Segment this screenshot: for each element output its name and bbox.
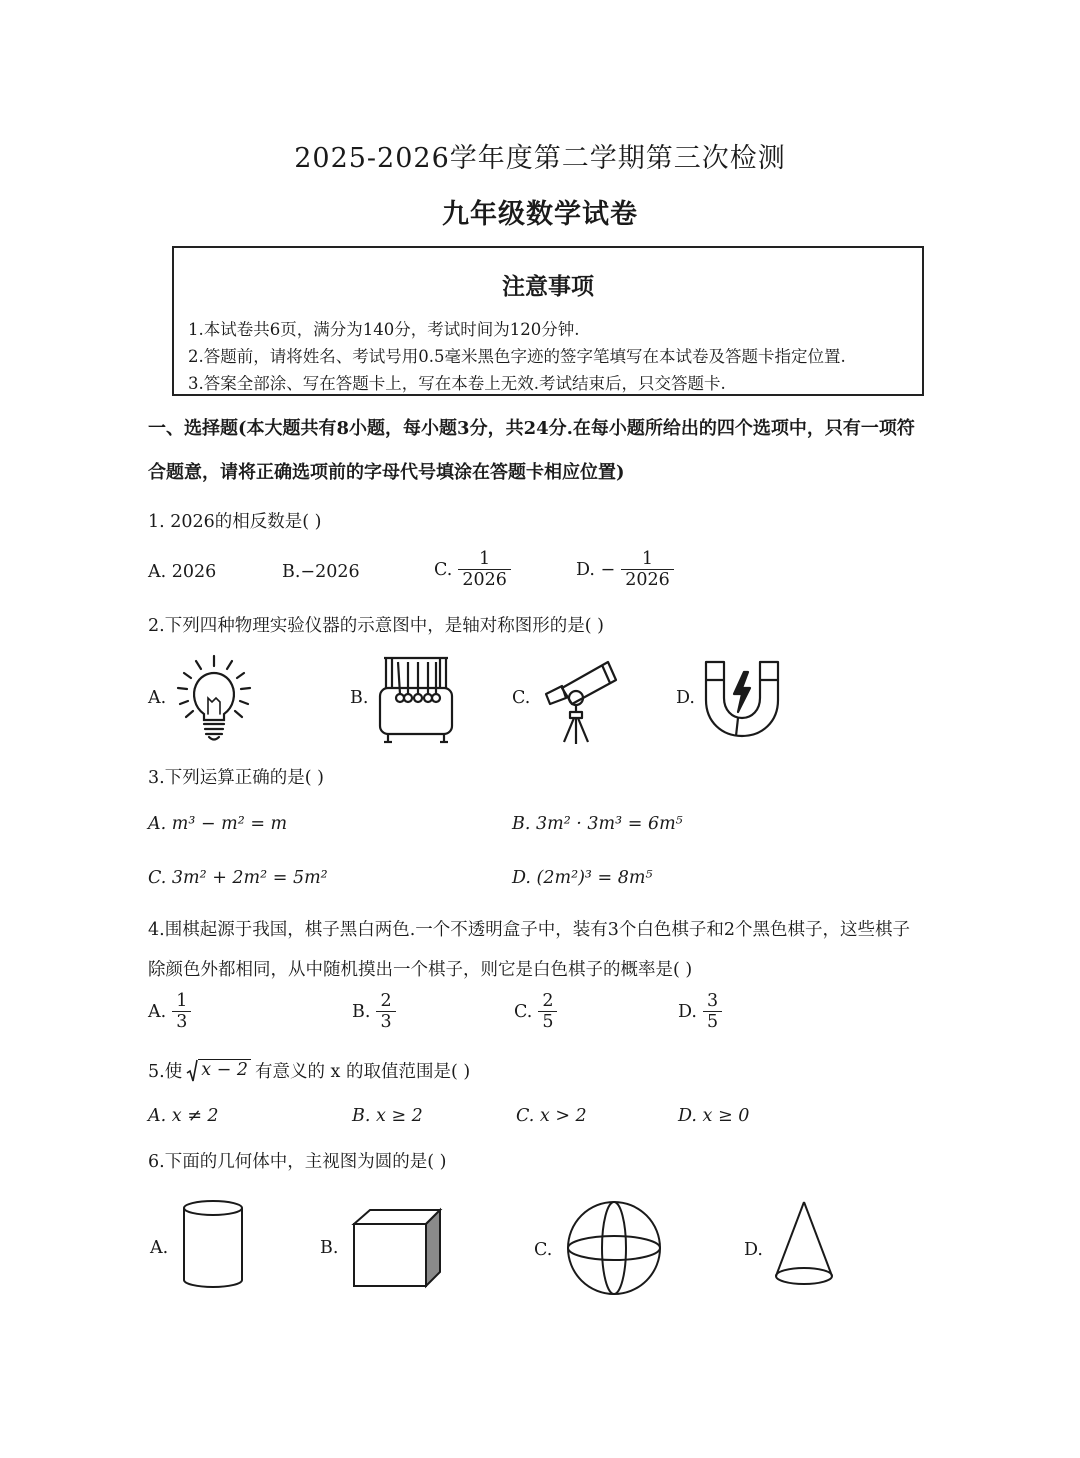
exam-title: 2025-2026学年度第二学期第三次检测 — [294, 143, 786, 174]
square-root-icon — [186, 1059, 198, 1083]
q1-option-c-denominator: 2026 — [462, 570, 507, 591]
q1-option-a: A. 2026 — [148, 562, 217, 582]
q4-stem-line2: 除颜色外都相同，从中随机摸出一个棋子，则它是白色棋子的概率是( ) — [148, 960, 693, 980]
q3-stem: 3.下列运算正确的是( ) — [148, 768, 324, 788]
newtons-cradle-icon — [376, 654, 456, 746]
q4-option-b-label: B. — [352, 1001, 371, 1022]
telescope-icon — [538, 652, 626, 746]
q6-stem: 6.下面的几何体中，主视图为圆的是( ) — [148, 1152, 447, 1172]
q5-stem — [148, 1058, 470, 1083]
q3-option-c: C. 3m² + 2m² = 5m² — [148, 868, 328, 888]
cube-icon — [350, 1206, 444, 1290]
q4-option-c-fraction — [538, 992, 557, 1032]
q4-option-a-label: A. — [148, 1001, 167, 1022]
magnet-icon — [700, 656, 784, 740]
q2-option-b-label: B. — [350, 688, 369, 708]
q4-option-c-label: C. — [514, 1001, 533, 1022]
q4-option-b-denominator: 3 — [380, 1012, 392, 1033]
section-heading-line1: 一、选择题(本大题共有8小题，每小题3分，共24分.在每小题所给出的四个选项中，只有一项符 — [148, 418, 915, 439]
q4-option-b-fraction — [376, 992, 395, 1032]
q5-option-b: B. x ≥ 2 — [352, 1106, 423, 1126]
q6-option-a-label: A. — [150, 1238, 169, 1258]
q4-option-c — [514, 992, 557, 1032]
q4-stem-line1: 4.围棋起源于我国，棋子黑白两色.一个不透明盒子中，装有3个白色棋子和2个黑色棋子，这些棋子 — [148, 920, 911, 940]
q1-option-d-fraction — [621, 550, 674, 590]
q1-stem: 1. 2026的相反数是( ) — [148, 512, 322, 532]
notice-line-2: 2.答题前，请将姓名、考试号用0.5毫米黑色字迹的签字笔填写在本试卷及答题卡指定位置. — [188, 347, 846, 366]
exam-subtitle: 九年级数学试卷 — [442, 199, 638, 230]
q4-option-b-numerator: 2 — [380, 991, 392, 1011]
sphere-icon — [564, 1198, 664, 1298]
q1-option-d-label: D. − — [576, 559, 616, 580]
q5-radicand: x − 2 — [198, 1059, 251, 1083]
q3-option-a: A. m³ − m² = m — [148, 814, 288, 834]
q4-option-d-label: D. — [678, 1001, 697, 1022]
q1-option-c-fraction — [458, 550, 511, 590]
q5-radical — [186, 1059, 251, 1083]
q4-option-d-fraction — [703, 992, 722, 1032]
q3-option-d: D. (2m²)³ = 8m⁵ — [512, 868, 653, 888]
q1-option-c-numerator: 1 — [479, 549, 491, 569]
q1-option-d — [576, 550, 674, 590]
q2-option-c-label: C. — [512, 688, 531, 708]
q4-option-c-numerator: 2 — [542, 991, 554, 1011]
q2-option-a-label: A. — [148, 688, 167, 708]
q6-option-d-label: D. — [744, 1240, 763, 1260]
q1-option-d-numerator: 1 — [641, 549, 654, 569]
q1-option-c — [434, 550, 511, 590]
cylinder-icon — [180, 1198, 246, 1292]
q6-option-c-label: C. — [534, 1240, 553, 1260]
q5-option-a: A. x ≠ 2 — [148, 1106, 219, 1126]
notice-line-3: 3.答案全部涂、写在答题卡上，写在本卷上无效.考试结束后，只交答题卡. — [188, 374, 726, 393]
q6-option-b-label: B. — [320, 1238, 339, 1258]
section-heading-line2: 合题意，请将正确选项前的字母代号填涂在答题卡相应位置) — [148, 462, 625, 483]
q4-option-a-numerator: 1 — [176, 991, 188, 1011]
q5-stem-pre: 5.使 — [148, 1062, 183, 1082]
notice-title: 注意事项 — [502, 273, 594, 300]
q4-option-d-denominator: 5 — [706, 1012, 719, 1033]
q4-option-c-denominator: 5 — [542, 1012, 554, 1033]
cone-icon — [772, 1198, 836, 1292]
q4-option-d-numerator: 3 — [706, 991, 719, 1011]
q4-option-a — [148, 992, 191, 1032]
q4-option-b — [352, 992, 396, 1032]
q4-option-a-fraction — [172, 992, 191, 1032]
q1-option-b: B.−2026 — [282, 562, 360, 582]
q1-option-c-label: C. — [434, 559, 453, 580]
q1-option-d-denominator: 2026 — [625, 570, 670, 591]
q5-option-c: C. x > 2 — [516, 1106, 587, 1126]
q5-stem-post: 有意义的 x 的取值范围是( ) — [255, 1062, 471, 1082]
q5-option-d: D. x ≥ 0 — [678, 1106, 750, 1126]
q4-option-d — [678, 992, 722, 1032]
lightbulb-icon — [172, 652, 256, 744]
q2-stem: 2.下列四种物理实验仪器的示意图中，是轴对称图形的是( ) — [148, 616, 604, 636]
notice-box — [172, 246, 924, 396]
q4-option-a-denominator: 3 — [176, 1012, 188, 1033]
notice-line-1: 1.本试卷共6页，满分为140分，考试时间为120分钟. — [188, 320, 580, 339]
q3-option-b: B. 3m² · 3m³ = 6m⁵ — [512, 814, 683, 834]
q2-option-d-label: D. — [676, 688, 695, 708]
